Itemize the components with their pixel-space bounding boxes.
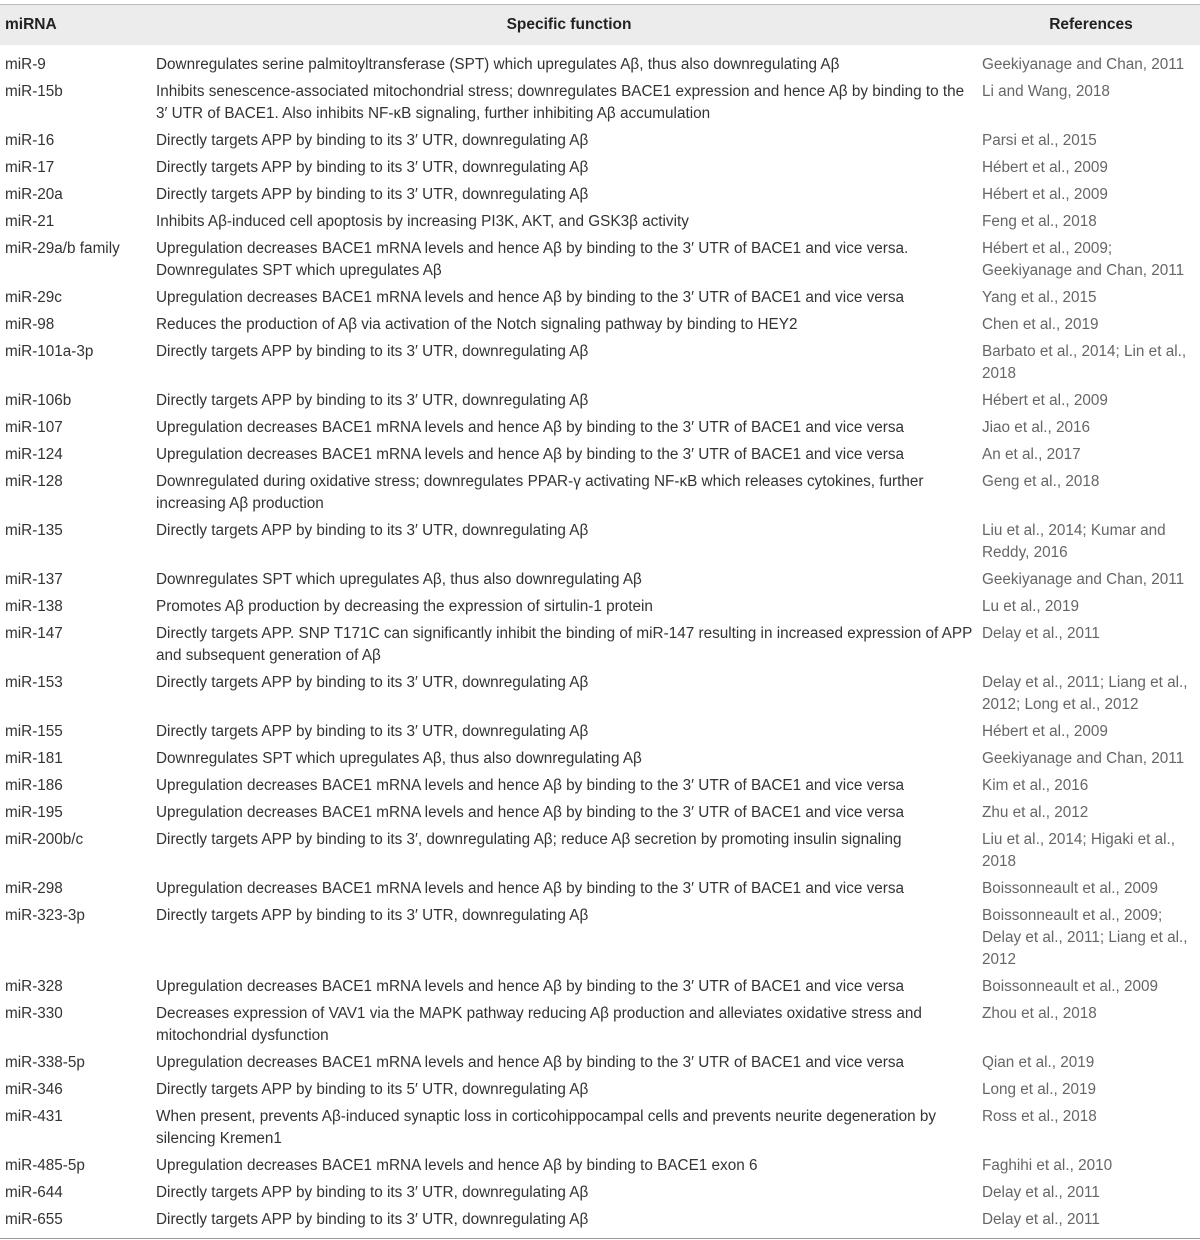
table-row xyxy=(0,312,1200,339)
table-row xyxy=(0,903,1200,974)
table-row xyxy=(0,339,1200,388)
mirna-cell: miR-200b/c xyxy=(5,831,84,848)
table-row xyxy=(0,1153,1200,1180)
function-cell: Directly targets APP by binding to its 3′ UTR, downregulating Aβ xyxy=(156,343,589,360)
references-cell: Hébert et al., 2009 xyxy=(982,392,1108,409)
mirna-cell: miR-155 xyxy=(5,723,63,740)
mirna-cell: miR-137 xyxy=(5,571,63,588)
references-cell: Yang et al., 2015 xyxy=(982,289,1097,306)
table-row xyxy=(0,285,1200,312)
mirna-cell: miR-135 xyxy=(5,522,63,539)
mirna-cell: miR-15b xyxy=(5,83,63,100)
references-cell: Delay et al., 2011; Liang et al., 2012; Long et al., 2012 xyxy=(982,674,1188,713)
references-cell: Geekiyanage and Chan, 2011 xyxy=(982,750,1185,767)
references-cell: Hébert et al., 2009 xyxy=(982,159,1108,176)
mirna-cell: miR-20a xyxy=(5,186,63,203)
function-cell: Upregulation decreases BACE1 mRNA levels and hence Aβ by binding to the 3′ UTR of BACE1 and vice versa xyxy=(156,880,905,897)
references-cell: Jiao et al., 2016 xyxy=(982,419,1091,436)
function-cell: Directly targets APP by binding to its 3′ UTR, downregulating Aβ xyxy=(156,723,589,740)
mirna-cell: miR-195 xyxy=(5,804,63,821)
header-mirna: miRNA xyxy=(5,16,57,33)
mirna-cell: miR-655 xyxy=(5,1211,63,1228)
mirna-table xyxy=(0,5,1200,1234)
function-cell: Upregulation decreases BACE1 mRNA levels and hence Aβ by binding to BACE1 exon 6 xyxy=(156,1157,758,1174)
function-cell: Directly targets APP by binding to its 3′ UTR, downregulating Aβ xyxy=(156,1211,589,1228)
function-cell: Upregulation decreases BACE1 mRNA levels and hence Aβ by binding to the 3′ UTR of BACE1 and vice versa xyxy=(156,804,905,821)
header-references: References xyxy=(1049,16,1133,33)
references-cell: Delay et al., 2011 xyxy=(982,625,1100,642)
table-row xyxy=(0,594,1200,621)
table-row xyxy=(0,155,1200,182)
table-row xyxy=(0,518,1200,567)
function-cell: Directly targets APP by binding to its 5′ UTR, downregulating Aβ xyxy=(156,1081,589,1098)
references-cell: Feng et al., 2018 xyxy=(982,213,1097,230)
mirna-cell: miR-98 xyxy=(5,316,55,333)
references-cell: Ross et al., 2018 xyxy=(982,1108,1097,1125)
references-cell: Hébert et al., 2009 xyxy=(982,186,1108,203)
table-row xyxy=(0,800,1200,827)
references-cell: Barbato et al., 2014; Lin et al., 2018 xyxy=(982,343,1187,382)
function-cell: Inhibits Aβ-induced cell apoptosis by increasing PI3K, AKT, and GSK3β activity xyxy=(156,213,689,230)
references-cell: Geekiyanage and Chan, 2011 xyxy=(982,571,1185,588)
table-row xyxy=(0,182,1200,209)
references-cell: Li and Wang, 2018 xyxy=(982,83,1110,100)
table-body xyxy=(0,45,1200,1234)
references-cell: Chen et al., 2019 xyxy=(982,316,1099,333)
function-cell: Upregulation decreases BACE1 mRNA levels and hence Aβ by binding to the 3′ UTR of BACE1 and vice versa xyxy=(156,419,905,436)
function-cell: Directly targets APP by binding to its 3′ UTR, downregulating Aβ xyxy=(156,186,589,203)
function-cell: Directly targets APP by binding to its 3′ UTR, downregulating Aβ xyxy=(156,1184,589,1201)
function-cell: Upregulation decreases BACE1 mRNA levels and hence Aβ by binding to the 3′ UTR of BACE1 and vice versa xyxy=(156,1054,905,1071)
mirna-cell: miR-338-5p xyxy=(5,1054,85,1071)
mirna-cell: miR-431 xyxy=(5,1108,63,1125)
references-cell: Qian et al., 2019 xyxy=(982,1054,1095,1071)
table-row xyxy=(0,746,1200,773)
mirna-cell: miR-186 xyxy=(5,777,63,794)
mirna-cell: miR-124 xyxy=(5,446,63,463)
references-cell: Geekiyanage and Chan, 2011 xyxy=(982,56,1185,73)
function-cell: Directly targets APP. SNP T171C can significantly inhibit the binding of miR-147 resulting in increased expression of APP and subsequent generation of Aβ xyxy=(156,625,972,664)
mirna-table-container xyxy=(0,5,1200,1234)
references-cell: Liu et al., 2014; Higaki et al., 2018 xyxy=(982,831,1176,870)
references-cell: Long et al., 2019 xyxy=(982,1081,1096,1098)
references-cell: Parsi et al., 2015 xyxy=(982,132,1097,149)
references-cell: Delay et al., 2011 xyxy=(982,1211,1100,1228)
table-row xyxy=(0,719,1200,746)
table-row xyxy=(0,773,1200,800)
function-cell: Upregulation decreases BACE1 mRNA levels and hence Aβ by binding to the 3′ UTR of BACE1 and vice versa xyxy=(156,289,905,306)
function-cell: Directly targets APP by binding to its 3′ UTR, downregulating Aβ xyxy=(156,907,589,924)
mirna-cell: miR-101a-3p xyxy=(5,343,94,360)
references-cell: Boissonneault et al., 2009 xyxy=(982,880,1159,897)
mirna-cell: miR-153 xyxy=(5,674,63,691)
table-row xyxy=(0,45,1200,79)
header-row xyxy=(0,5,1200,45)
table-row xyxy=(0,670,1200,719)
mirna-cell: miR-181 xyxy=(5,750,63,767)
references-cell: Kim et al., 2016 xyxy=(982,777,1089,794)
table-row xyxy=(0,827,1200,876)
references-cell: Faghihi et al., 2010 xyxy=(982,1157,1113,1174)
mirna-cell: miR-106b xyxy=(5,392,72,409)
table-row xyxy=(0,1077,1200,1104)
mirna-cell: miR-323-3p xyxy=(5,907,85,924)
references-cell: Zhu et al., 2012 xyxy=(982,804,1089,821)
mirna-cell: miR-298 xyxy=(5,880,63,897)
mirna-cell: miR-16 xyxy=(5,132,55,149)
references-cell: Zhou et al., 2018 xyxy=(982,1005,1097,1022)
function-cell: Directly targets APP by binding to its 3′ UTR, downregulating Aβ xyxy=(156,522,589,539)
mirna-cell: miR-644 xyxy=(5,1184,63,1201)
references-cell: Boissonneault et al., 2009; Delay et al., 2011; Liang et al., 2012 xyxy=(982,907,1188,968)
table-row xyxy=(0,1180,1200,1207)
table-row xyxy=(0,1001,1200,1050)
mirna-cell: miR-17 xyxy=(5,159,55,176)
references-cell: An et al., 2017 xyxy=(982,446,1081,463)
table-row xyxy=(0,442,1200,469)
table-row xyxy=(0,1104,1200,1153)
mirna-cell: miR-346 xyxy=(5,1081,63,1098)
mirna-cell: miR-29c xyxy=(5,289,62,306)
mirna-cell: miR-107 xyxy=(5,419,63,436)
table-row xyxy=(0,388,1200,415)
table-row xyxy=(0,974,1200,1001)
function-cell: Downregulated during oxidative stress; downregulates PPAR-γ activating NF-κB which releases cytokines, further increasing Aβ production xyxy=(156,473,924,512)
function-cell: Directly targets APP by binding to its 3′ UTR, downregulating Aβ xyxy=(156,159,589,176)
references-cell: Liu et al., 2014; Kumar and Reddy, 2016 xyxy=(982,522,1166,561)
mirna-cell: miR-21 xyxy=(5,213,55,230)
mirna-cell: miR-138 xyxy=(5,598,63,615)
references-cell: Delay et al., 2011 xyxy=(982,1184,1100,1201)
function-cell: Downregulates serine palmitoyltransferase (SPT) which upregulates Aβ, thus also downregulating Aβ xyxy=(156,56,840,73)
references-cell: Boissonneault et al., 2009 xyxy=(982,978,1159,995)
function-cell: Promotes Aβ production by decreasing the expression of sirtulin-1 protein xyxy=(156,598,653,615)
function-cell: Downregulates SPT which upregulates Aβ, thus also downregulating Aβ xyxy=(156,571,642,588)
table-row xyxy=(0,469,1200,518)
function-cell: Directly targets APP by binding to its 3′ UTR, downregulating Aβ xyxy=(156,132,589,149)
function-cell: Upregulation decreases BACE1 mRNA levels and hence Aβ by binding to the 3′ UTR of BACE1 and vice versa. Downregulates SPT which upregulates Aβ xyxy=(156,240,909,279)
function-cell: When present, prevents Aβ-induced synaptic loss in corticohippocampal cells and prevents neurite degeneration by silencing Kremen1 xyxy=(156,1108,937,1147)
mirna-cell: miR-330 xyxy=(5,1005,63,1022)
table-row xyxy=(0,876,1200,903)
function-cell: Reduces the production of Aβ via activation of the Notch signaling pathway by binding to HEY2 xyxy=(156,316,798,333)
function-cell: Upregulation decreases BACE1 mRNA levels and hence Aβ by binding to the 3′ UTR of BACE1 and vice versa xyxy=(156,978,905,995)
function-cell: Directly targets APP by binding to its 3′, downregulating Aβ; reduce Aβ secretion by promoting insulin signaling xyxy=(156,831,902,848)
function-cell: Upregulation decreases BACE1 mRNA levels and hence Aβ by binding to the 3′ UTR of BACE1 and vice versa xyxy=(156,777,905,794)
table-row xyxy=(0,79,1200,128)
references-cell: Hébert et al., 2009 xyxy=(982,723,1108,740)
table-row xyxy=(0,128,1200,155)
mirna-cell: miR-147 xyxy=(5,625,63,642)
table-row xyxy=(0,621,1200,670)
table-bottom-rule xyxy=(0,1238,1200,1239)
references-cell: Hébert et al., 2009; Geekiyanage and Chan, 2011 xyxy=(982,240,1185,279)
function-cell: Decreases expression of VAV1 via the MAPK pathway reducing Aβ production and alleviates oxidative stress and mitochondrial dysfunction xyxy=(156,1005,922,1044)
references-cell: Geng et al., 2018 xyxy=(982,473,1100,490)
function-cell: Downregulates SPT which upregulates Aβ, thus also downregulating Aβ xyxy=(156,750,642,767)
mirna-cell: miR-485-5p xyxy=(5,1157,85,1174)
mirna-cell: miR-328 xyxy=(5,978,63,995)
table-row xyxy=(0,415,1200,442)
table-row xyxy=(0,1050,1200,1077)
table-row xyxy=(0,209,1200,236)
function-cell: Upregulation decreases BACE1 mRNA levels and hence Aβ by binding to the 3′ UTR of BACE1 and vice versa xyxy=(156,446,905,463)
mirna-cell: miR-29a/b family xyxy=(5,240,120,257)
function-cell: Directly targets APP by binding to its 3′ UTR, downregulating Aβ xyxy=(156,674,589,691)
header-specific-function: Specific function xyxy=(506,16,632,33)
mirna-cell: miR-9 xyxy=(5,56,46,73)
table-row xyxy=(0,236,1200,285)
function-cell: Directly targets APP by binding to its 3′ UTR, downregulating Aβ xyxy=(156,392,589,409)
table-header xyxy=(0,5,1200,45)
function-cell: Inhibits senescence-associated mitochondrial stress; downregulates BACE1 expression and hence Aβ by binding to the 3′ UTR of BACE1. Also inhibits NF-κB signaling, further inhibiting Aβ accumulation xyxy=(156,83,965,122)
table-row xyxy=(0,567,1200,594)
mirna-cell: miR-128 xyxy=(5,473,63,490)
references-cell: Lu et al., 2019 xyxy=(982,598,1079,615)
table-row xyxy=(0,1207,1200,1234)
